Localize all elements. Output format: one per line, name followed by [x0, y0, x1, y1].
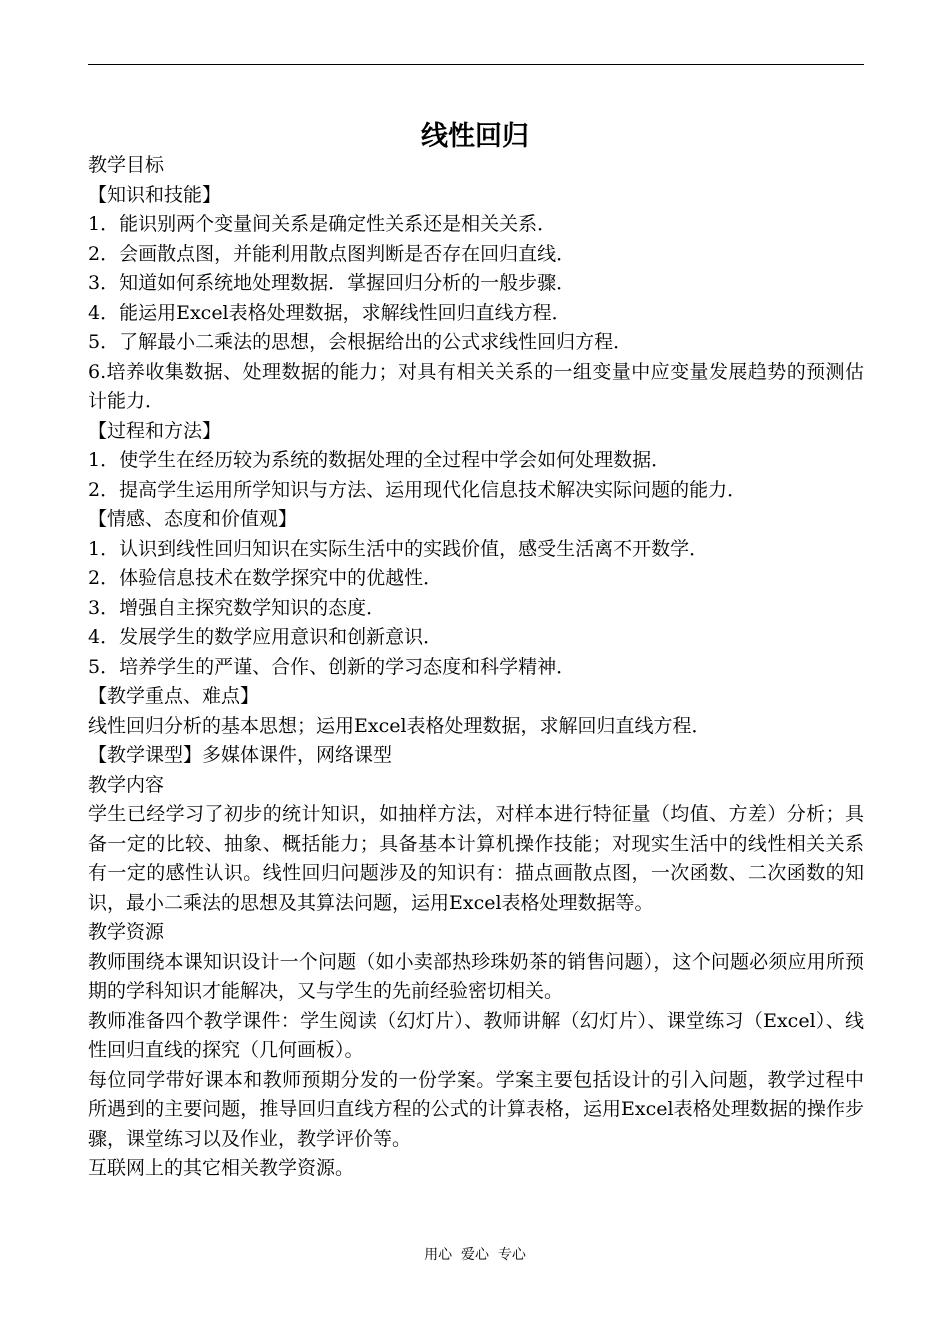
section-heading-objectives: 教学目标: [88, 154, 165, 176]
section-heading-content: 教学内容: [88, 773, 165, 796]
list-item: 1．认识到线性回归知识在实际生活中的实践价值，感受生活离不开数学．: [88, 537, 709, 560]
header-rule: [88, 64, 864, 65]
subheading-process-methods: 【过程和方法】: [88, 419, 222, 442]
list-item: 6.培养收集数据、处理数据的能力；对具有相关关系的一组变量中应变量发展趋势的预测估计能力．: [88, 360, 864, 412]
paragraph: 线性回归分析的基本思想；运用Excel表格处理数据，求解回归直线方程．: [88, 714, 711, 737]
list-item: 3．知道如何系统地处理数据．掌握回归分析的一般步骤．: [88, 272, 576, 294]
paragraph: 教师围绕本课知识设计一个问题（如小卖部热珍珠奶茶的销售问题），这个问题必须应用所预期的学科知识才能解决，又与学生的先前经验密切相关。: [88, 950, 864, 1002]
subheading-attitudes-values: 【情感、态度和价值观】: [88, 508, 298, 530]
paragraph: 【教学课型】多媒体课件，网络课型: [88, 744, 393, 766]
subheading-key-points: 【教学重点、难点】: [88, 685, 260, 707]
list-item: 5．培养学生的严谨、合作、创新的学习态度和科学精神．: [88, 655, 576, 678]
list-item: 3．增强自主探究数学知识的态度．: [88, 596, 386, 619]
list-item: 5．了解最小二乘法的思想，会根据给出的公式求线性回归方程．: [88, 331, 633, 353]
paragraph: 互联网上的其它相关教学资源。: [88, 1157, 355, 1179]
list-item: 2．会画散点图，并能利用散点图判断是否存在回归直线．: [88, 242, 576, 265]
list-item: 1．能识别两个变量间关系是确定性关系还是相关关系．: [88, 213, 557, 235]
section-heading-resources: 教学资源: [88, 921, 165, 943]
paragraph: 每位同学带好课本和教师预期分发的一份学案。学案主要包括设计的引入问题，教学过程中所遇到的主要问题，推导回归直线方程的公式的计算表格，运用Excel表格处理数据的操作步骤，课堂练习以及作业，教学评价等。: [88, 1068, 864, 1150]
list-item: 4．能运用Excel表格处理数据，求解线性回归直线方程．: [88, 301, 571, 324]
document-title: 线性回归: [421, 121, 529, 152]
paragraph: 教师准备四个教学课件：学生阅读（幻灯片）、教师讲解（幻灯片）、课堂练习（Excel）、线性回归直线的探究（几何画板）。: [88, 1009, 864, 1061]
list-item: 2．体验信息技术在数学探究中的优越性．: [88, 567, 443, 589]
list-item: 1．使学生在经历较为系统的数据处理的全过程中学会如何处理数据．: [88, 449, 671, 471]
subheading-knowledge-skills: 【知识和技能】: [88, 183, 222, 206]
list-item: 4．发展学生的数学应用意识和创新意识．: [88, 626, 443, 648]
list-item: 2．提高学生运用所学知识与方法、运用现代化信息技术解决实际问题的能力．: [88, 478, 747, 501]
document-body: [88, 151, 864, 1184]
paragraph: 学生已经学习了初步的统计知识，如抽样方法，对样本进行特征量（均值、方差）分析；具备一定的比较、抽象、概括能力；具备基本计算机操作技能；对现实生活中的线性相关关系有一定的感性认识。线性回归问题涉及的知识有：描点画散点图，一次函数、二次函数的知识，最小二乘法的思想及其算法问题，运用Excel表格处理数据等。: [88, 803, 864, 914]
page-footer: 用心 爱心 专心: [424, 1247, 526, 1263]
